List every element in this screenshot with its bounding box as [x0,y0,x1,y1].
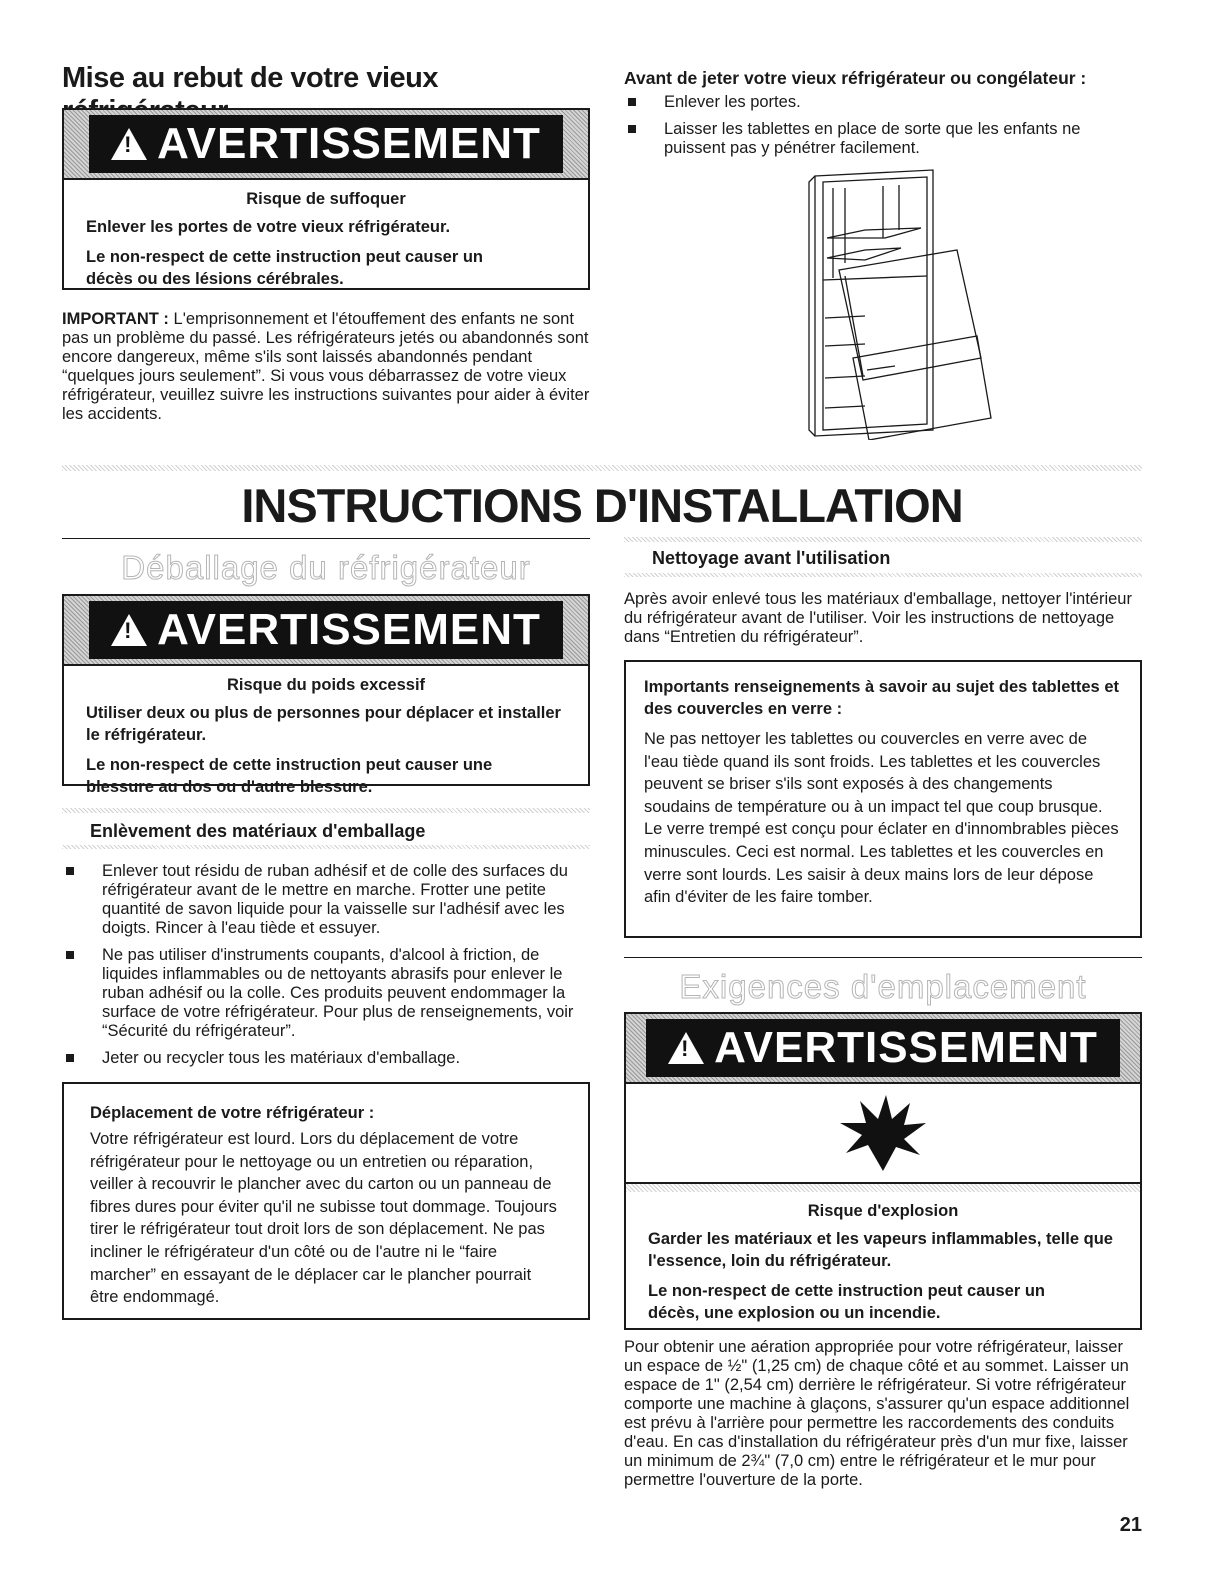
before-discard-title: Avant de jeter votre vieux réfrigérateur ou congélateur : [624,68,1087,88]
explosion-icon [838,1093,928,1173]
install-title: INSTRUCTIONS D'INSTALLATION [241,479,963,532]
divider [624,957,1142,958]
warning-line-1: Enlever les portes de votre vieux réfrigérateur. [86,218,451,236]
warning-banner [64,596,588,666]
refrigerator-illustration [805,168,995,440]
removal-title: Enlèvement des matériaux d'emballage [90,821,426,841]
important-paragraph [62,310,590,424]
glass-note-text: Ne pas nettoyer les tablettes ou couvercles en verre avec de l'eau tiède quand ils sont froids. Les tablettes et les couvercles peuvent se briser s'ils sont exposés à des changements soudains de température ou à un impact tel que coup brusque. Le verre trempé est conçu pour éclater en d'innombrables pièces minuscules. Ceci est normal. Les tablettes et les couvercles en verre sont lourds. Les saisir à deux mains lors de leur dépose afin d'éviter de les faire tomber. [644,730,1119,907]
important-label: IMPORTANT : [62,310,169,328]
divider [62,538,590,539]
warning-line-1: Garder les matériaux et les vapeurs inflammables, telle que l'essence, loin du réfrigérateur. [648,1230,1113,1270]
removal-list [62,862,590,1076]
location-title: Exigences d'emplacement [679,968,1087,1005]
weight-warning [62,594,590,796]
divider [62,808,590,813]
warning-line-1: Utiliser deux ou plus de personnes pour déplacer et installer le réfrigérateur. [86,704,561,744]
warning-line-2: Le non-respect de cette instruction peut causer un décès ou des lésions cérébrales. [86,248,483,288]
warning-hazard: Risque de suffoquer [246,190,406,208]
warning-banner [64,110,588,180]
unpacking-title: Déballage du réfrigérateur [121,549,531,586]
list-item: Enlever les portes. [624,93,1124,112]
important-text: L'emprisonnement et l'étouffement des enfants ne sont pas un problème du passé. Les réfrigérateurs jetés ou abandonnés sont encore dangereux, même s'ils sont laissés abandonnés pendant “quelques jours seulement”. Si vous vous débarrassez de votre vieux réfrigérateur, veuillez suivre les instructions suivantes pour aider à éviter les accidents. [62,310,590,423]
before-discard-list [624,93,1124,166]
disposal-title: Mise au rebut de votre vieux [62,62,439,94]
warning-banner-label: AVERTISSEMENT [714,1023,1098,1072]
list-item: Enlever tout résidu de ruban adhésif et de colle des surfaces du réfrigérateur avant de le mettre en marche. Frotter une petite quantité de savon liquide pour la vaisselle sur l'adhésif avec les doigts. Rincer à l'eau tiède et essuyer. [62,862,590,938]
warning-banner [626,1014,1140,1084]
warning-banner-label: AVERTISSEMENT [157,119,541,168]
cleaning-text: Après avoir enlevé tous les matériaux d'emballage, nettoyer l'intérieur du réfrigérateur avant de l'utiliser. Voir les instructions de nettoyage dans “Entretien du réfrigérateur”. [624,590,1132,646]
warning-triangle-icon [111,128,147,160]
moving-note-title: Déplacement de votre réfrigérateur : [90,1104,375,1122]
warning-hazard: Risque du poids excessif [226,676,426,694]
location-text: Pour obtenir une aération appropriée pour votre réfrigérateur, laisser un espace de ½" (1,25 cm) de chaque côté et au sommet. Laisser un espace de 1" (2,54 cm) derrière le réfrigérateur. Si votre réfrigérateur comporte une machine à glaçons, s'assurer qu'un espace additionnel est prévu à l'arrière pour permettre les raccordements des conduits d'eau. En cas d'installation du réfrigérateur près d'un mur fixe, laisser un minimum de 2¾" (7,0 cm) entre le réfrigérateur et le mur pour permettre l'ouverture de la porte. [624,1338,1130,1489]
divider [624,537,1142,542]
explosion-warning [624,1012,1142,1330]
cleaning-title: Nettoyage avant l'utilisation [652,548,891,568]
warning-banner-label: AVERTISSEMENT [157,605,541,654]
divider [62,465,1142,471]
warning-hazard: Risque d'explosion [807,1202,959,1220]
list-item: Jeter ou recycler tous les matériaux d'emballage. [62,1049,590,1068]
page-number: 21 [1119,1514,1142,1536]
warning-line-2: Le non-respect de cette instruction peut causer une blessure au dos ou d'autre blessure. [86,756,493,796]
glass-note [624,660,1142,938]
moving-note-text: Votre réfrigérateur est lourd. Lors du déplacement de votre réfrigérateur pour le nettoyage ou un entretien ou réparation, veiller à recouvrir le plancher avec du carton ou un panneau de fibres dures pour éviter qu'il ne subisse tout dommage. Toujours tirer le réfrigérateur tout droit lors de son déplacement. Ne pas incliner le réfrigérateur d'un côté ou de l'autre ni le “faire marcher” en essayant de le déplacer car le plancher pourrait être endommagé. [90,1130,557,1307]
divider [62,845,590,849]
divider [624,573,1142,577]
list-item: Laisser les tablettes en place de sorte que les enfants ne puissent pas y pénétrer facilement. [624,120,1124,158]
moving-note [62,1082,590,1320]
warning-line-2: Le non-respect de cette instruction peut causer un décès, une explosion ou un incendie. [648,1282,1045,1322]
warning-triangle-icon [111,614,147,646]
warning-triangle-icon [668,1032,704,1064]
list-item: Ne pas utiliser d'instruments coupants, d'alcool à friction, de liquides inflammables ou de nettoyants abrasifs pour enlever le ruban adhésif ou la colle. Ces produits peuvent endommager la surface de votre réfrigérateur. Pour plus de renseignements, voir “Sécurité du réfrigérateur”. [62,946,590,1041]
suffocation-warning [62,108,590,290]
glass-note-title: Importants renseignements à savoir au sujet des tablettes et des couvercles en verre : [644,678,1119,718]
